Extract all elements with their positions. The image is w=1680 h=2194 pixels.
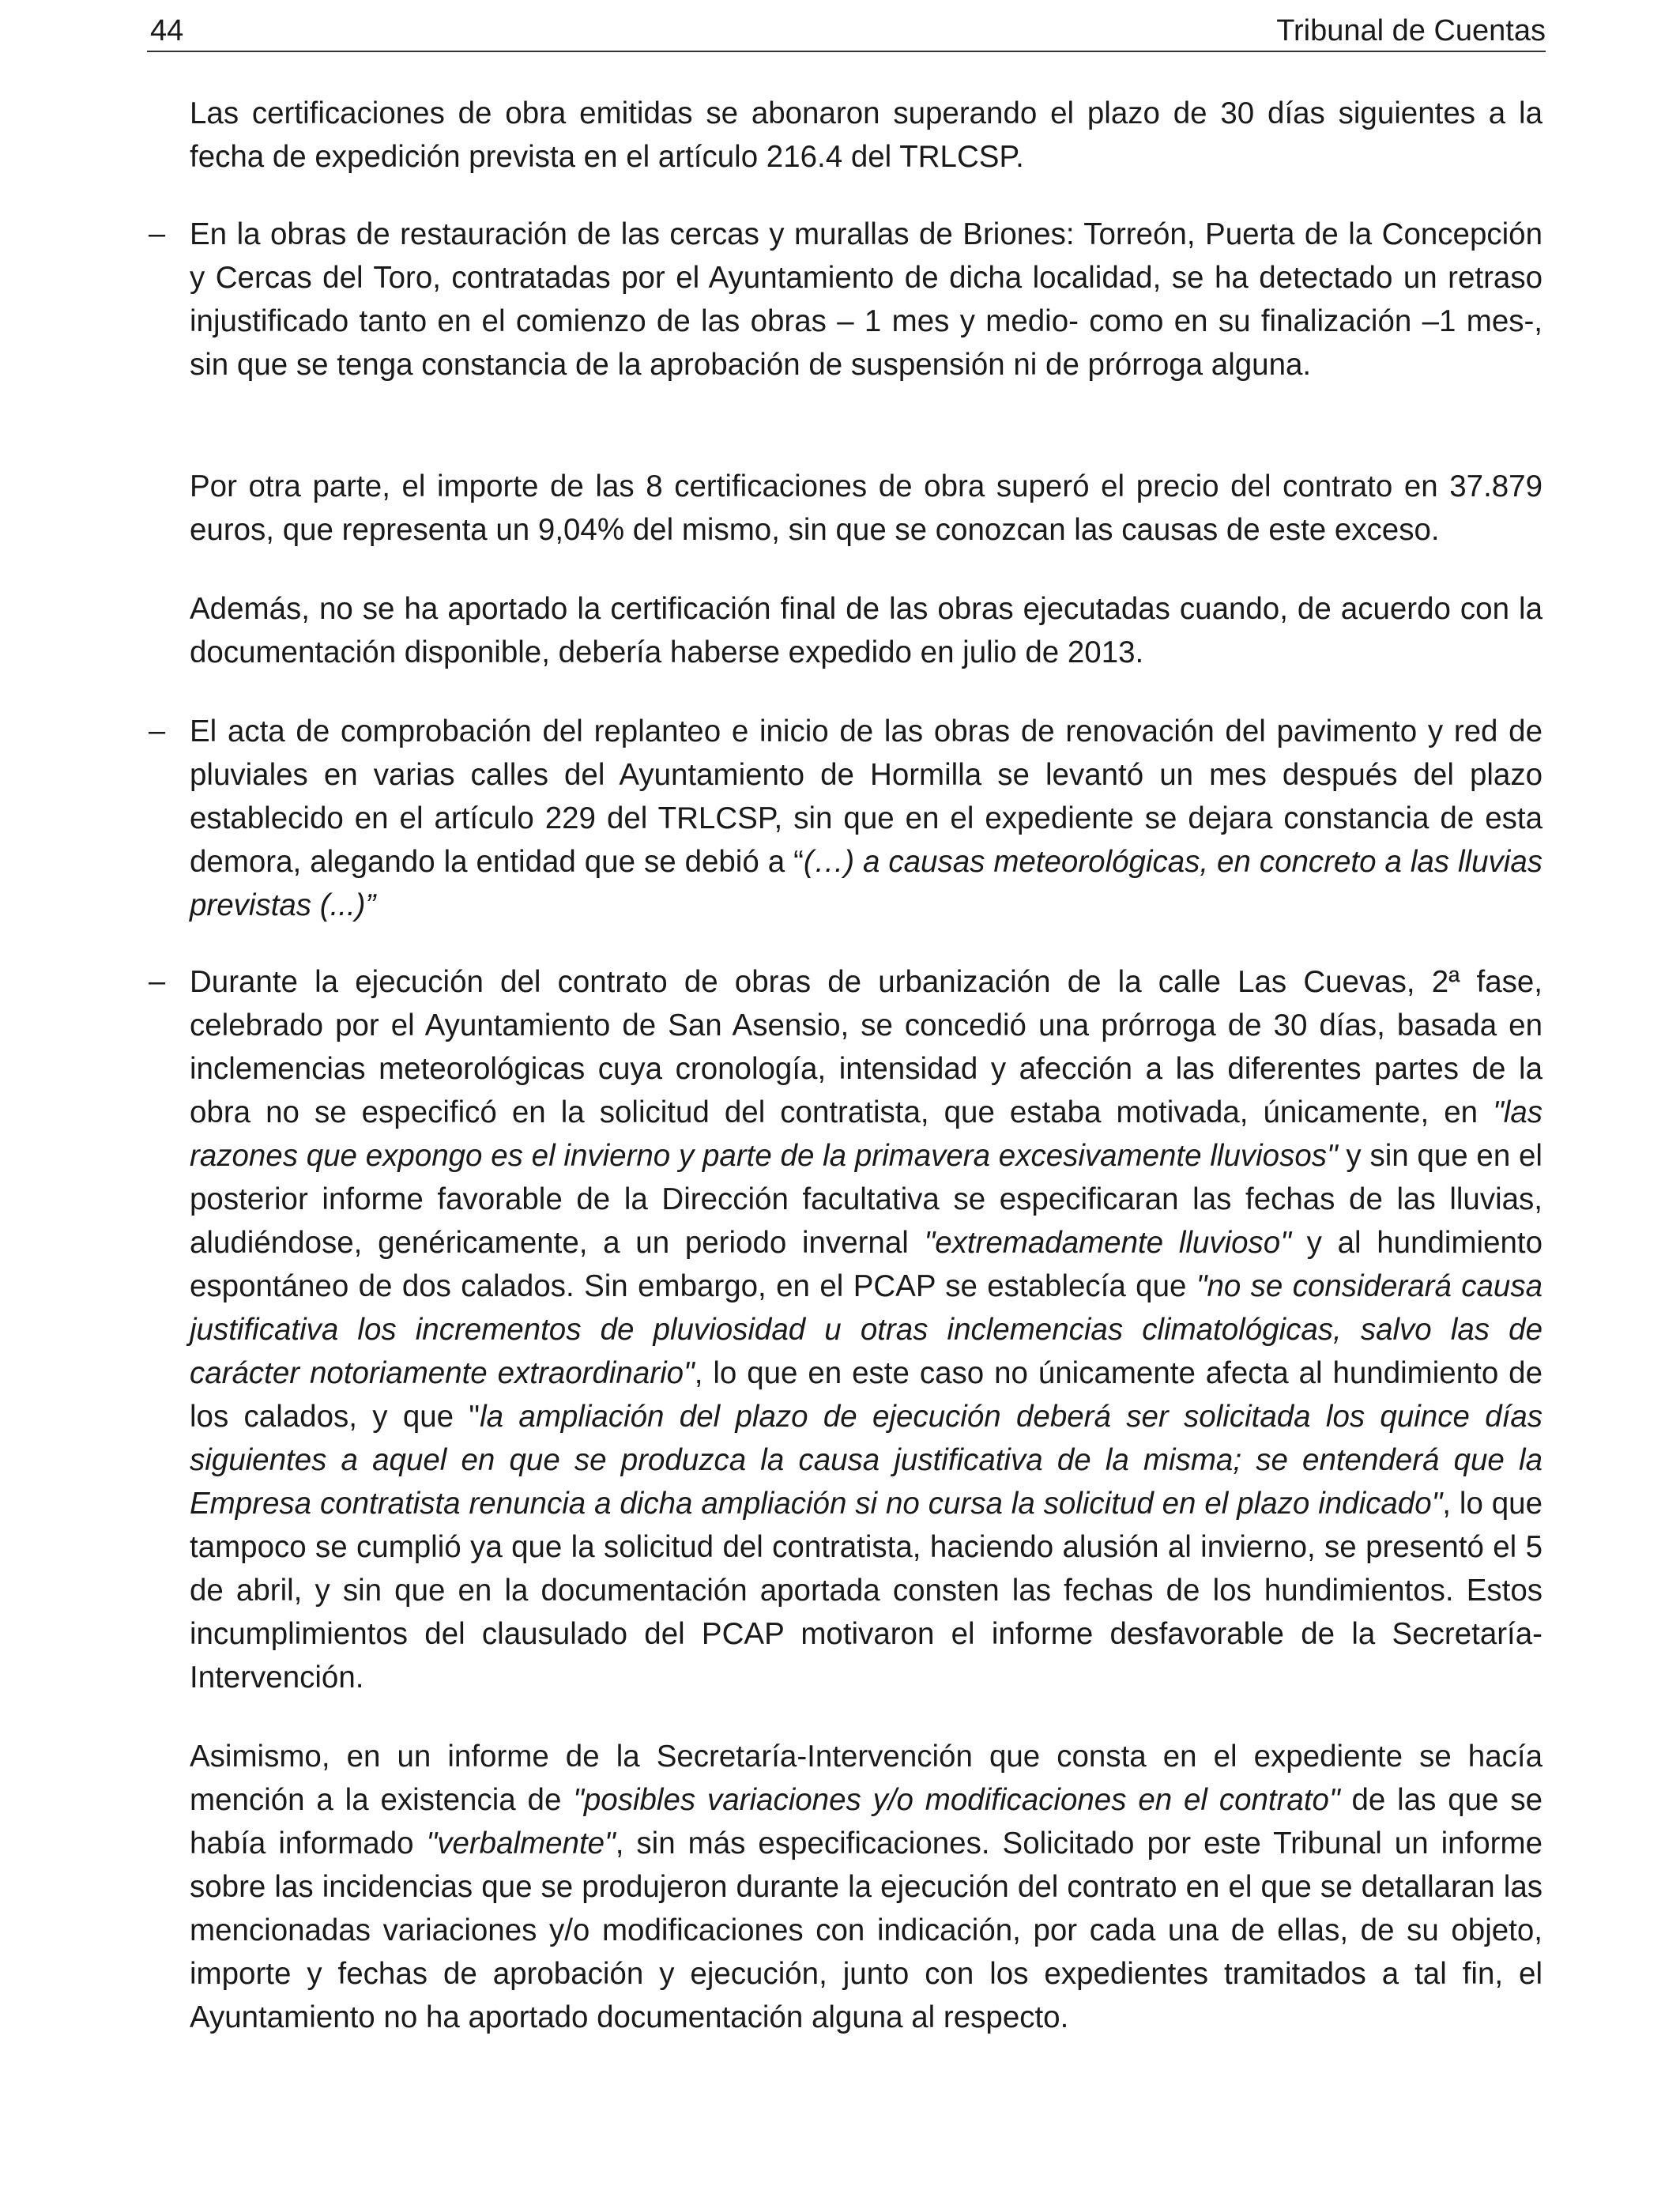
text-run: , lo que en este caso no únicamente afecta al hundimiento de los calados, y que " [190, 1356, 1543, 1434]
paragraph [190, 92, 1543, 179]
text-run: Durante la ejecución del contrato de obras de urbanización de la calle Las Cuevas, 2ª fase, celebrado por el Ayuntamiento de San Asensio, se concedió una prórroga de 30 días, basada en inclemencias meteorológicas cuya cronología, intensidad y afección a las diferentes partes de la obra no se especificó en la solicitud del contratista, que estaba motivada, únicamente, en [190, 965, 1543, 1129]
quoted-text: "extremadamente lluvioso" [924, 1226, 1291, 1260]
text-run: , lo que tampoco se cumplió ya que la solicitud del contratista, haciendo alusión al invierno, se presentó el 5 de abril, y sin que en la documentación aportada consten las fechas de los hundimientos. Estos incumplimientos del clausulado del PCAP motivaron el informe desfavorable de la Secretaría-Intervención. [190, 1487, 1543, 1695]
paragraph [190, 710, 1543, 927]
quoted-text: "posibles variaciones y/o modificaciones en el contrato" [573, 1783, 1340, 1817]
paragraph [190, 587, 1543, 674]
text-run: Por otra parte, el importe de las 8 certificaciones de obra superó el precio del contrato en 37.879 euros, que representa un 9,04% del mismo, sin que se conozcan las causas de este exceso. [190, 469, 1543, 547]
header-title: Tribunal de Cuentas [1276, 14, 1546, 47]
text-run: Las certificaciones de obra emitidas se abonaron superando el plazo de 30 días siguientes a la fecha de expedición prevista en el artículo 216.4 del TRLCSP. [190, 96, 1543, 174]
text-run: , sin más especificaciones. Solicitado por este Tribunal un informe sobre las incidencias que se produjeron durante la ejecución del contrato en el que se detallaran las mencionadas variaciones y/o modificaciones con indicación, por cada una de ellas, de su objeto, importe y fechas de aprobación y ejecución, junto con los expedientes tramitados a tal fin, el Ayuntamiento no ha aportado documentación alguna al respecto. [190, 1826, 1543, 2034]
text-run: y al hundimiento espontáneo de dos calados. Sin embargo, en el PCAP se establecía que [190, 1226, 1543, 1303]
quoted-text: la ampliación del plazo de ejecución deberá ser solicitada los quince días siguientes a aquel en que se produzca la causa justificativa de la misma; se entenderá que la Empresa contratista renuncia a dicha ampliación si no cursa la solicitud en el plazo indicado" [190, 1400, 1543, 1521]
text-run: Asimismo, en un informe de la Secretaría-Intervención que consta en el expediente se hacía mención a la existencia de [190, 1740, 1543, 1817]
text-run: El acta de comprobación del replanteo e inicio de las obras de renovación del pavimento y red de pluviales en varias calles del Ayuntamiento de Hormilla se levantó un mes después del plazo establecido en el artículo 229 del TRLCSP, sin que en el expediente se dejara constancia de esta demora, alegando la entidad que se debió a “ [190, 714, 1543, 879]
bullet-dash: – [149, 714, 166, 748]
paragraph [190, 960, 1543, 1699]
quoted-text: (…) a causas meteorológicas, en concreto a las lluvias previstas (...)” [190, 845, 1543, 922]
text-run: de las que se había informado [190, 1783, 1543, 1860]
text-run: y sin que en el posterior informe favorable de la Dirección facultativa se especificaran las fechas de las lluvias, aludiéndose, genéricamente, a un periodo invernal [190, 1139, 1543, 1260]
bullet-dash: – [149, 217, 166, 251]
page-number: 44 [150, 14, 184, 47]
quoted-text: "no se considerará causa justificativa los incrementos de pluviosidad u otras inclemencias climatológicas, salvo las de carácter notoriamente extraordinario" [190, 1269, 1543, 1390]
paragraph [190, 1735, 1543, 2039]
paragraph [190, 465, 1543, 552]
quoted-text: "las razones que expongo es el invierno y parte de la primavera excesivamente lluviosos" [190, 1095, 1543, 1173]
text-run: En la obras de restauración de las cercas y murallas de Briones: Torreón, Puerta de la Concepción y Cercas del Toro, contratadas por el Ayuntamiento de dicha localidad, se ha detectado un retraso injustificado tanto en el comienzo de las obras – 1 mes y medio- como en su finalización –1 mes-, sin que se tenga constancia de la aprobación de suspensión ni de prórroga alguna. [190, 217, 1543, 382]
quoted-text: "verbalmente" [426, 1826, 616, 1860]
text-run: Además, no se ha aportado la certificación final de las obras ejecutadas cuando, de acuerdo con la documentación disponible, debería haberse expedido en julio de 2013. [190, 592, 1543, 669]
bullet-dash: – [149, 965, 166, 998]
paragraph [190, 213, 1543, 386]
